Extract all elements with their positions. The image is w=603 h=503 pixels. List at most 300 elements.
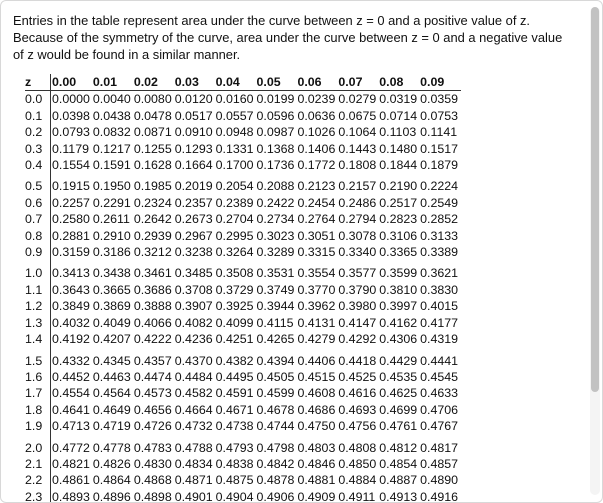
area-cell: 0.3133: [420, 228, 459, 243]
area-cell: 0.2357: [174, 195, 213, 210]
area-cell: 0.4222: [133, 332, 172, 347]
area-cell: 0.4525: [338, 369, 377, 384]
area-cell: 0.4616: [338, 386, 377, 401]
z-value-cell: 1.8: [25, 402, 43, 417]
area-cell: 0.2224: [420, 179, 459, 194]
area-cell: 0.4515: [297, 369, 336, 384]
area-cell: 0.2642: [133, 212, 172, 227]
z-value-cell: 1.0: [25, 266, 43, 281]
area-cell: 0.3159: [51, 244, 93, 260]
area-cell: 0.4115: [256, 315, 294, 330]
area-cell: 0.3869: [92, 299, 131, 314]
area-cell: 0.3365: [379, 245, 418, 260]
z-value-cell: 0.5: [25, 179, 43, 194]
column-header: 0.08: [379, 75, 404, 89]
area-cell: 0.1293: [174, 141, 213, 156]
area-cell: 0.3997: [379, 299, 418, 314]
z-value-cell: 1.1: [25, 282, 43, 297]
area-cell: 0.4418: [338, 353, 377, 368]
area-cell: 0.4744: [256, 419, 295, 434]
area-cell: 0.3413: [51, 260, 93, 281]
area-cell: 0.3944: [256, 299, 295, 314]
area-cell: 0.2852: [420, 212, 459, 227]
table-row: [25, 298, 461, 314]
area-cell: 0.1950: [92, 179, 131, 194]
table-row: [25, 331, 461, 347]
area-cell: 0.2157: [338, 179, 377, 194]
area-cell: 0.1443: [338, 141, 377, 156]
area-cell: 0.1700: [215, 158, 254, 173]
area-cell: 0.4633: [420, 386, 459, 401]
area-cell: 0.4864: [92, 473, 131, 488]
area-cell: 0.1844: [379, 158, 418, 173]
area-cell: 0.2190: [379, 179, 418, 194]
area-cell: 0.4671: [215, 402, 254, 417]
area-cell: 0.0160: [215, 92, 254, 107]
area-cell: 0.3708: [174, 282, 213, 297]
area-cell: 0.0359: [420, 92, 459, 107]
z-value-cell: 0.4: [25, 158, 43, 173]
area-cell: 0.3508: [215, 266, 254, 281]
scrollbar-thumb[interactable]: [591, 7, 599, 392]
area-cell: 0.4871: [174, 473, 213, 488]
column-header: 0.02: [133, 75, 158, 89]
area-cell: 0.1255: [133, 141, 172, 156]
area-cell: 0.4834: [174, 456, 213, 471]
area-cell: 0.2995: [215, 228, 254, 243]
area-cell: 0.4192: [51, 331, 93, 347]
area-cell: 0.4554: [51, 385, 93, 401]
area-cell: 0.3554: [297, 266, 336, 281]
area-cell: 0.4738: [215, 419, 254, 434]
area-cell: 0.4756: [338, 419, 377, 434]
area-cell: 0.2123: [297, 179, 336, 194]
area-cell: 0.4761: [379, 419, 418, 434]
area-cell: 0.3790: [338, 282, 377, 297]
area-cell: 0.4878: [256, 473, 295, 488]
area-cell: 0.4406: [297, 353, 336, 368]
area-cell: 0.3749: [256, 282, 295, 297]
area-cell: 0.0910: [174, 125, 213, 140]
area-cell: 0.4719: [92, 419, 131, 434]
area-cell: 0.4452: [51, 369, 93, 385]
table-row: [25, 315, 461, 331]
area-cell: 0.1591: [92, 158, 131, 173]
area-cell: 0.4441: [420, 353, 459, 368]
z-value-cell: 1.9: [25, 419, 43, 434]
area-cell: 0.3023: [256, 228, 295, 243]
area-cell: 0.3106: [379, 228, 418, 243]
area-cell: 0.3186: [92, 245, 131, 260]
table-row: [25, 108, 461, 124]
z-table: [25, 74, 461, 503]
z-value-cell: 0.7: [25, 212, 43, 227]
area-cell: 0.3485: [174, 266, 213, 281]
area-cell: 0.4332: [51, 348, 93, 369]
area-cell: 0.4798: [256, 440, 295, 455]
column-header: 0.06: [297, 75, 322, 89]
area-cell: 0.0675: [338, 108, 377, 123]
area-cell: 0.4817: [420, 440, 459, 455]
area-cell: 0.0753: [420, 108, 459, 123]
table-row: [25, 418, 461, 434]
area-cell: 0.0080: [133, 92, 172, 107]
area-cell: 0.4913: [379, 489, 418, 503]
area-cell: 0.4357: [133, 353, 172, 368]
table-row: [25, 228, 461, 244]
area-cell: 0.3438: [92, 266, 131, 281]
area-cell: 0.1772: [297, 158, 336, 173]
z-header: z: [25, 75, 32, 89]
table-row: [25, 91, 461, 108]
area-cell: 0.2704: [215, 212, 254, 227]
area-cell: 0.4812: [379, 440, 418, 455]
area-cell: 0.1141: [420, 125, 458, 140]
area-cell: 0.0871: [133, 125, 172, 140]
area-cell: 0.4846: [297, 456, 336, 471]
area-cell: 0.4901: [174, 489, 213, 503]
area-cell: 0.0636: [297, 108, 336, 123]
area-cell: 0.4893: [51, 489, 93, 503]
table-row: [25, 489, 461, 503]
column-header: 0.00: [51, 74, 93, 91]
table-row: [25, 157, 461, 173]
area-cell: 0.4911: [338, 489, 376, 503]
z-value-cell: 1.6: [25, 369, 43, 384]
table-row: [25, 244, 461, 260]
area-cell: 0.4778: [92, 440, 131, 455]
table-row: [25, 369, 461, 385]
z-value-cell: 0.3: [25, 141, 43, 156]
column-header: 0.03: [174, 75, 199, 89]
column-header: 0.07: [338, 75, 363, 89]
area-cell: 0.0557: [215, 108, 254, 123]
area-cell: 0.4904: [215, 489, 254, 503]
area-cell: 0.4916: [420, 489, 459, 503]
area-cell: 0.1664: [174, 158, 213, 173]
area-cell: 0.4861: [51, 472, 93, 488]
area-cell: 0.2019: [174, 179, 213, 194]
area-cell: 0.4032: [51, 315, 93, 331]
area-cell: 0.4830: [133, 456, 172, 471]
area-cell: 0.4319: [420, 332, 459, 347]
area-cell: 0.4726: [133, 419, 172, 434]
area-cell: 0.0398: [51, 108, 93, 124]
area-cell: 0.4131: [297, 315, 336, 330]
area-cell: 0.4881: [297, 473, 336, 488]
column-header: 0.04: [215, 75, 240, 89]
area-cell: 0.3643: [51, 282, 93, 298]
area-cell: 0.0438: [92, 108, 131, 123]
area-cell: 0.2517: [379, 195, 418, 210]
z-value-cell: 1.5: [25, 353, 43, 368]
area-cell: 0.4463: [92, 369, 131, 384]
area-cell: 0.2054: [215, 179, 254, 194]
area-cell: 0.2257: [51, 195, 93, 211]
area-cell: 0.0714: [379, 108, 418, 123]
area-cell: 0.4664: [174, 402, 213, 417]
area-cell: 0.4382: [215, 353, 254, 368]
table-header-row: [25, 74, 461, 91]
z-value-cell: 1.2: [25, 299, 43, 314]
area-cell: 0.3340: [338, 245, 377, 260]
area-cell: 0.4306: [379, 332, 418, 347]
area-cell: 0.4474: [133, 369, 172, 384]
area-cell: 0.3599: [379, 266, 418, 281]
area-cell: 0.4706: [420, 402, 459, 417]
area-cell: 0.4686: [297, 402, 336, 417]
table-row: [25, 173, 461, 194]
area-cell: 0.2673: [174, 212, 213, 227]
area-cell: 0.4535: [379, 369, 418, 384]
area-cell: 0.4838: [215, 456, 254, 471]
area-cell: 0.1808: [338, 158, 377, 173]
area-cell: 0.2910: [92, 228, 131, 243]
area-cell: 0.4842: [256, 456, 295, 471]
area-cell: 0.3665: [92, 282, 131, 297]
area-cell: 0.4788: [174, 440, 213, 455]
z-value-cell: 2.1: [25, 456, 43, 471]
area-cell: 0.2939: [133, 228, 172, 243]
scrollbar-track[interactable]: [590, 7, 600, 495]
area-cell: 0.3461: [133, 266, 172, 281]
z-value-cell: 2.0: [25, 440, 43, 455]
area-cell: 0.4783: [133, 440, 172, 455]
z-value-cell: 1.7: [25, 386, 43, 401]
area-cell: 0.3907: [174, 299, 213, 314]
area-cell: 0.4656: [133, 402, 172, 417]
area-cell: 0.3888: [133, 299, 172, 314]
area-cell: 0.2823: [379, 212, 418, 227]
area-cell: 0.1103: [379, 125, 417, 140]
area-cell: 0.4713: [51, 418, 93, 434]
area-cell: 0.3925: [215, 299, 254, 314]
area-cell: 0.4887: [379, 473, 418, 488]
area-cell: 0.4505: [256, 369, 295, 384]
area-cell: 0.0279: [338, 92, 377, 107]
z-value-cell: 0.6: [25, 195, 43, 210]
area-cell: 0.4370: [174, 353, 213, 368]
area-cell: 0.4821: [51, 456, 93, 472]
table-body: [25, 91, 461, 503]
area-cell: 0.3315: [297, 245, 336, 260]
area-cell: 0.2734: [256, 212, 295, 227]
table-row: [25, 124, 461, 140]
area-cell: 0.1554: [51, 157, 93, 173]
z-value-cell: 1.4: [25, 332, 43, 347]
area-cell: 0.4049: [92, 315, 131, 330]
area-cell: 0.4875: [215, 473, 254, 488]
area-cell: 0.1628: [133, 158, 172, 173]
area-cell: 0.0517: [174, 108, 213, 123]
table-row: [25, 385, 461, 401]
area-cell: 0.4082: [174, 315, 213, 330]
table-row: [25, 435, 461, 456]
area-cell: 0.0832: [92, 125, 131, 140]
table-row: [25, 456, 461, 472]
area-cell: 0.2291: [92, 195, 131, 210]
area-cell: 0.4808: [338, 440, 377, 455]
area-cell: 0.4599: [256, 386, 295, 401]
area-cell: 0.2967: [174, 228, 213, 243]
area-cell: 0.2324: [133, 195, 172, 210]
area-cell: 0.4292: [338, 332, 377, 347]
area-cell: 0.2422: [256, 195, 295, 210]
area-cell: 0.4345: [92, 353, 131, 368]
area-cell: 0.2794: [338, 212, 377, 227]
area-cell: 0.4545: [420, 369, 459, 384]
area-cell: 0.3980: [338, 299, 377, 314]
area-cell: 0.3729: [215, 282, 254, 297]
table-row: [25, 211, 461, 227]
area-cell: 0.1331: [215, 141, 254, 156]
table-row: [25, 348, 461, 369]
z-value-cell: 0.9: [25, 245, 43, 260]
area-cell: 0.4693: [338, 402, 377, 417]
area-cell: 0.0120: [174, 92, 213, 107]
area-cell: 0.2486: [338, 195, 377, 210]
z-value-cell: 0.8: [25, 228, 43, 243]
area-cell: 0.3849: [51, 298, 93, 314]
column-header: 0.09: [420, 75, 445, 89]
area-cell: 0.4147: [338, 315, 377, 330]
area-cell: 0.1026: [297, 125, 336, 140]
area-cell: 0.1368: [256, 141, 295, 156]
area-cell: 0.4066: [133, 315, 172, 330]
area-cell: 0.4803: [297, 440, 336, 455]
area-cell: 0.3770: [297, 282, 336, 297]
column-header: 0.05: [256, 75, 281, 89]
area-cell: 0.4641: [51, 402, 93, 418]
area-cell: 0.3264: [215, 245, 254, 260]
area-cell: 0.4678: [256, 402, 295, 417]
area-cell: 0.3830: [420, 282, 459, 297]
area-cell: 0.0596: [256, 108, 295, 123]
area-cell: 0.4015: [420, 299, 459, 314]
table-row: [25, 402, 461, 418]
table-row: [25, 260, 461, 281]
z-value-cell: 1.3: [25, 315, 43, 330]
area-cell: 0.1879: [420, 158, 459, 173]
area-cell: 0.2611: [92, 212, 130, 227]
area-cell: 0.3389: [420, 245, 459, 260]
area-cell: 0.4649: [92, 402, 131, 417]
area-cell: 0.2764: [297, 212, 336, 227]
area-cell: 0.2549: [420, 195, 459, 210]
area-cell: 0.4608: [297, 386, 336, 401]
area-cell: 0.4429: [379, 353, 418, 368]
area-cell: 0.3289: [256, 245, 295, 260]
area-cell: 0.0319: [379, 92, 418, 107]
area-cell: 0.4265: [256, 332, 295, 347]
area-cell: 0.3212: [133, 245, 172, 260]
area-cell: 0.4699: [379, 402, 418, 417]
area-cell: 0.0987: [256, 125, 295, 140]
area-cell: 0.4162: [379, 315, 418, 330]
z-value-cell: 0.1: [25, 108, 43, 123]
area-cell: 0.3238: [174, 245, 213, 260]
area-cell: 0.4890: [420, 473, 459, 488]
area-cell: 0.4099: [215, 315, 254, 330]
area-cell: 0.4495: [215, 369, 254, 384]
table-row: [25, 282, 461, 298]
intro-text: Entries in the table represent area under the curve between z = 0 and a positive value of z. Because of the symmetry of the curve, area under the curve between z = 0 and a negative value of z would be found in a similar manner.: [13, 13, 563, 62]
area-cell: 0.3577: [338, 266, 377, 281]
area-cell: 0.4394: [256, 353, 295, 368]
table-row: [25, 195, 461, 211]
area-cell: 0.4850: [338, 456, 377, 471]
area-cell: 0.4582: [174, 386, 213, 401]
area-cell: 0.3078: [338, 228, 377, 243]
area-cell: 0.4854: [379, 456, 418, 471]
area-cell: 0.4732: [174, 419, 213, 434]
area-cell: 0.4279: [297, 332, 336, 347]
area-cell: 0.4564: [92, 386, 131, 401]
table-row: [25, 141, 461, 157]
area-cell: 0.3621: [420, 266, 459, 281]
area-cell: 0.4772: [51, 435, 93, 456]
area-cell: 0.2454: [297, 195, 336, 210]
area-cell: 0.3962: [297, 299, 336, 314]
area-cell: 0.4868: [133, 473, 172, 488]
area-cell: 0.1985: [133, 179, 172, 194]
area-cell: 0.0000: [51, 91, 93, 108]
area-cell: 0.4909: [297, 489, 336, 503]
z-value-cell: 0.2: [25, 125, 43, 140]
area-cell: 0.4484: [174, 369, 213, 384]
area-cell: 0.4625: [379, 386, 418, 401]
area-cell: 0.1915: [51, 173, 93, 194]
area-cell: 0.4906: [256, 489, 295, 503]
area-cell: 0.4898: [133, 489, 172, 503]
area-cell: 0.4767: [420, 419, 459, 434]
area-cell: 0.4896: [92, 489, 131, 503]
area-cell: 0.1736: [256, 158, 295, 173]
area-cell: 0.0478: [133, 108, 172, 123]
area-cell: 0.4591: [215, 386, 254, 401]
area-cell: 0.3686: [133, 282, 172, 297]
area-cell: 0.1179: [51, 141, 93, 157]
area-cell: 0.4750: [297, 419, 336, 434]
area-cell: 0.4177: [420, 315, 459, 330]
z-value-cell: 0.0: [25, 92, 43, 107]
area-cell: 0.4884: [338, 473, 377, 488]
area-cell: 0.1217: [92, 141, 131, 156]
table-row: [25, 472, 461, 488]
area-cell: 0.0239: [297, 92, 336, 107]
area-cell: 0.0040: [92, 92, 131, 107]
area-cell: 0.4251: [215, 332, 254, 347]
area-cell: 0.4207: [92, 332, 131, 347]
area-cell: 0.2881: [51, 228, 93, 244]
area-cell: 0.4857: [420, 456, 459, 471]
area-cell: 0.2088: [256, 179, 295, 194]
area-cell: 0.1480: [379, 141, 418, 156]
area-cell: 0.0793: [51, 124, 93, 140]
area-cell: 0.0948: [215, 125, 254, 140]
area-cell: 0.4826: [92, 456, 131, 471]
z-value-cell: 2.3: [25, 489, 43, 503]
area-cell: 0.0199: [256, 92, 295, 107]
area-cell: 0.3051: [297, 228, 336, 243]
area-cell: 0.3810: [379, 282, 418, 297]
area-cell: 0.2580: [51, 211, 93, 227]
area-cell: 0.1064: [338, 125, 377, 140]
z-value-cell: 2.2: [25, 473, 43, 488]
area-cell: 0.3531: [256, 266, 295, 281]
area-cell: 0.4236: [174, 332, 213, 347]
column-header: 0.01: [92, 75, 118, 89]
